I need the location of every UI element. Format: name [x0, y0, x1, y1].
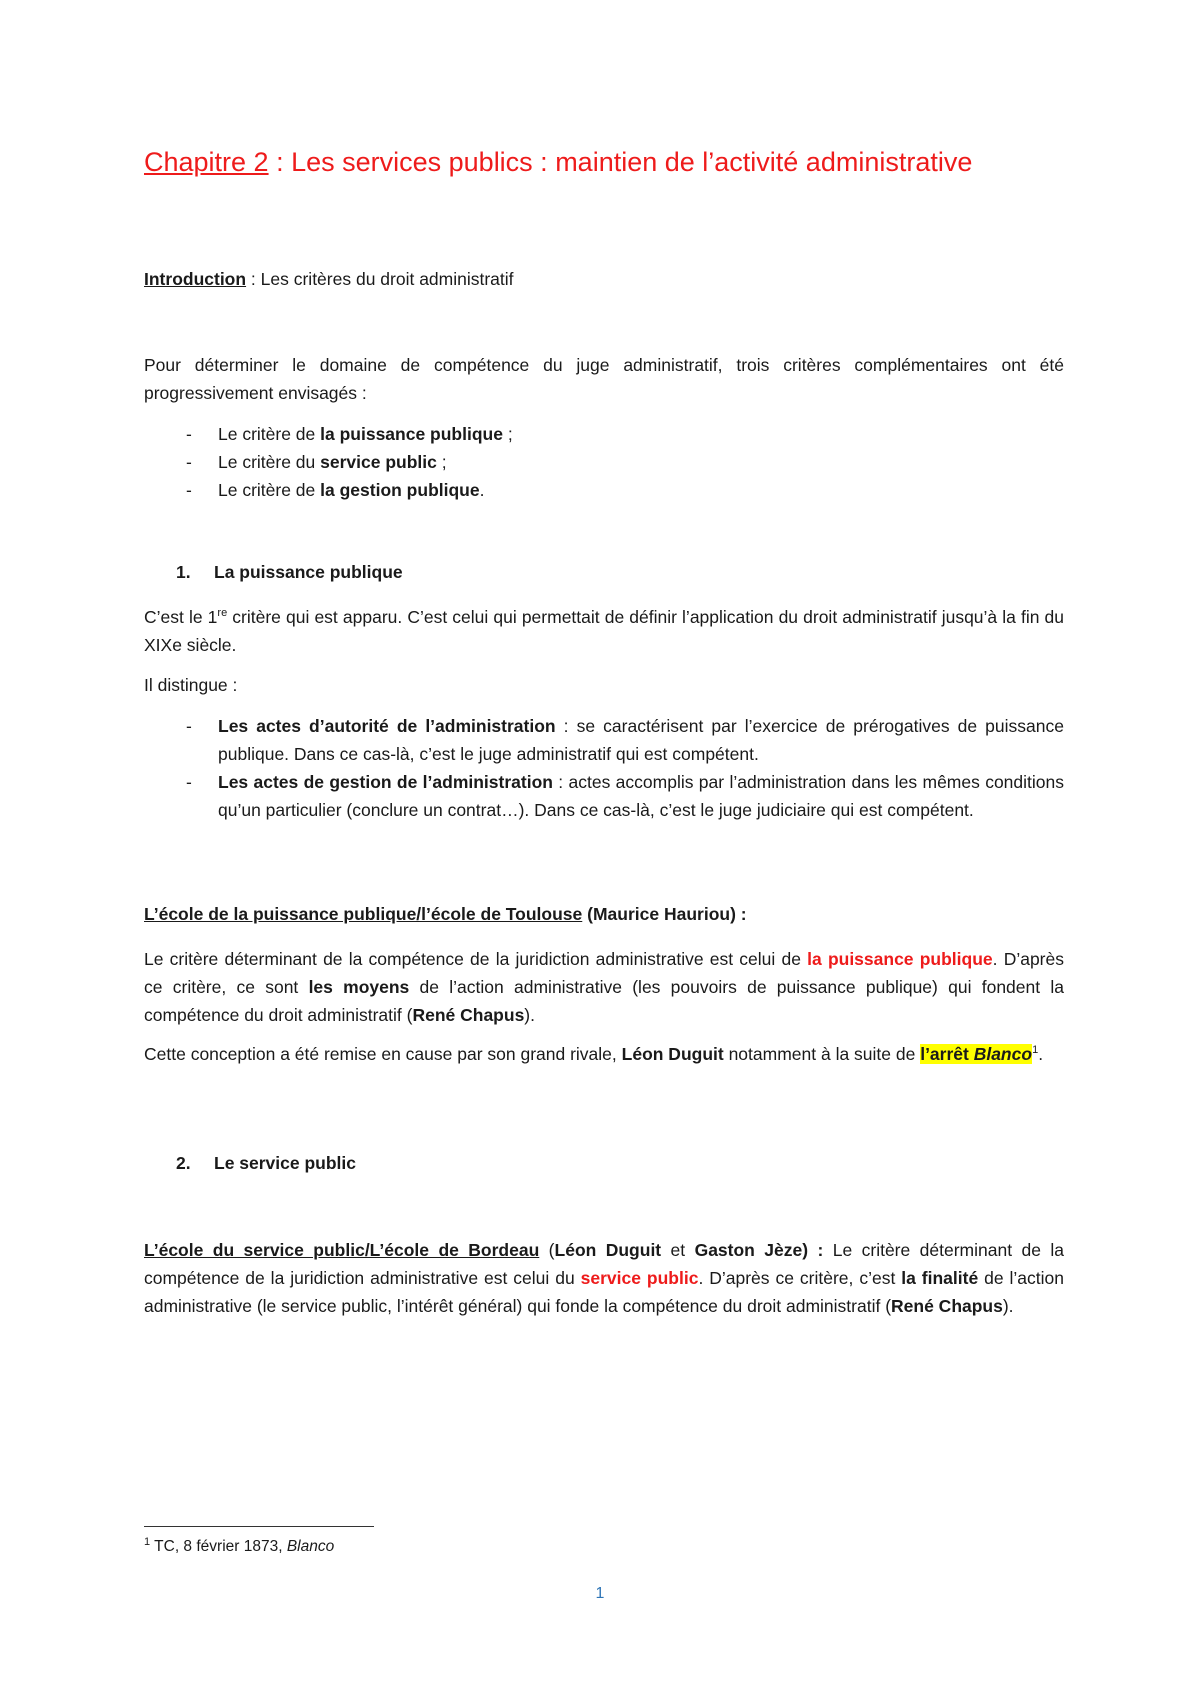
intro-paragraph: Pour déterminer le domaine de compétence du juge administratif, trois critères complémentaires ont été progressivement envisagés :	[144, 355, 1064, 403]
criteria-bold: la gestion publique	[320, 480, 480, 500]
criteria-text: Le critère du	[218, 452, 321, 472]
footnote-number: 1	[144, 1535, 151, 1548]
bullet-dash: -	[186, 716, 192, 736]
section-1-heading	[144, 558, 1064, 586]
paragraph-text: ) :	[802, 1240, 833, 1260]
author-name: René Chapus	[891, 1296, 1003, 1316]
criteria-text: Le critère de	[218, 424, 321, 444]
criteria-punct: ;	[436, 452, 447, 472]
section-1-text: critère qui est apparu. C’est celui qui permettait de définir l’application du droit administratif jusqu’à la fin du XIXe siècle.	[144, 607, 1064, 655]
criteria-list	[144, 420, 1064, 504]
footnote-italic: Blanco	[286, 1538, 335, 1555]
introduction-text: : Les critères du droit administratif	[246, 269, 514, 289]
bold-keyword: la finalité	[901, 1268, 979, 1288]
criteria-item	[144, 420, 1064, 448]
paragraph-text: . D’après ce critère, ce sont	[144, 949, 1064, 997]
criteria-bold: service public	[320, 452, 437, 472]
footnote-text: TC, 8 février 1873,	[150, 1538, 287, 1555]
chapter-title-number: Chapitre 2	[144, 147, 269, 177]
bordeaux-paragraph	[144, 1236, 1064, 1320]
toulouse-paragraph-1	[144, 945, 1064, 1029]
author-name: Léon Duguit	[621, 1044, 724, 1064]
footnote-reference[interactable]: 1	[1032, 1044, 1039, 1057]
paragraph-text: Le critère déterminant de la compétence de la juridiction administrative est celui de	[144, 949, 808, 969]
criteria-punct: .	[479, 480, 485, 500]
section-1-paragraph	[144, 603, 1064, 659]
bullet-dash: -	[186, 480, 192, 500]
paragraph-text: de l’action administrative (les pouvoirs de puissance publique) qui fondent la compétence du droit administratif (	[144, 977, 1064, 1025]
criteria-punct: ;	[502, 424, 513, 444]
section-2-heading	[144, 1149, 1064, 1177]
chapter-title-text: : Les services publics : maintien de l’activité administrative	[268, 147, 973, 177]
red-keyword: la puissance publique	[807, 949, 993, 969]
section-2-title: Le service public	[214, 1153, 357, 1173]
section-1-title: La puissance publique	[214, 562, 403, 582]
paragraph-text: (	[539, 1240, 555, 1260]
author-name: René Chapus	[412, 1005, 525, 1025]
paragraph-text: .	[1038, 1044, 1044, 1064]
acts-item	[144, 712, 1064, 768]
acts-item-title: Les actes de gestion de l’administration	[218, 772, 553, 792]
toulouse-paragraph-2	[144, 1040, 1064, 1068]
section-1-text: C’est le 1	[144, 607, 218, 627]
acts-item-title: Les actes d’autorité de l’administration	[218, 716, 556, 736]
chapter-title	[144, 140, 1064, 184]
acts-item-text: : se caractérisent par l’exercice de prérogatives de puissance publique. Dans ce cas-là, c’est le juge administratif qui est compétent.	[218, 716, 1064, 764]
highlighted-reference	[920, 1044, 1032, 1064]
page-number: 1	[595, 1585, 605, 1602]
highlighted-italic: Blanco	[973, 1044, 1033, 1064]
toulouse-heading	[144, 900, 1064, 928]
bold-keyword: les moyens	[308, 977, 410, 997]
acts-item	[144, 768, 1064, 824]
criteria-bold: la puissance publique	[320, 424, 503, 444]
superscript: re	[217, 607, 228, 620]
bullet-dash: -	[186, 424, 192, 444]
bullet-dash: -	[186, 772, 192, 792]
criteria-item	[144, 476, 1064, 504]
toulouse-heading-author: (Maurice Hauriou) :	[582, 904, 747, 924]
paragraph-text: notamment à la suite de	[723, 1044, 921, 1064]
author-name: Léon Duguit	[554, 1240, 662, 1260]
footnote-separator	[144, 1526, 374, 1527]
paragraph-text: ).	[524, 1005, 535, 1025]
paragraph-text: ).	[1002, 1296, 1014, 1316]
paragraph-text: Cette conception a été remise en cause par son grand rivale,	[144, 1044, 622, 1064]
section-2-number: 2.	[176, 1153, 191, 1173]
bullet-dash: -	[186, 452, 192, 472]
paragraph-text: Le critère déterminant de la compétence de la juridiction administrative est celui du	[144, 1240, 1064, 1288]
section-1-number: 1.	[176, 562, 191, 582]
introduction-label: Introduction	[144, 269, 247, 289]
red-keyword: service public	[580, 1268, 699, 1288]
paragraph-text: et	[661, 1240, 695, 1260]
introduction-line	[144, 265, 1064, 293]
acts-list	[144, 712, 1064, 824]
bordeaux-heading: L’école du service public/L’école de Bordeau	[144, 1240, 540, 1260]
highlighted-text: l’arrêt	[920, 1044, 974, 1064]
criteria-text: Le critère de	[218, 480, 321, 500]
acts-item-text: : actes accomplis par l’administration dans les mêmes conditions qu’un particulier (conclure un contrat…). Dans ce cas-là, c’est le juge judiciaire qui est compétent.	[218, 772, 1064, 820]
criteria-item	[144, 448, 1064, 476]
toulouse-heading-title: L’école de la puissance publique/l’école de Toulouse	[144, 904, 583, 924]
distinction-intro: Il distingue :	[144, 675, 238, 695]
paragraph-text: de l’action administrative (le service public, l’intérêt général) qui fonde la compétence du droit administratif (	[144, 1268, 1065, 1316]
author-name: Gaston Jèze	[694, 1240, 803, 1260]
footnote	[144, 1535, 1064, 1559]
paragraph-text: . D’après ce critère, c’est	[698, 1268, 902, 1288]
